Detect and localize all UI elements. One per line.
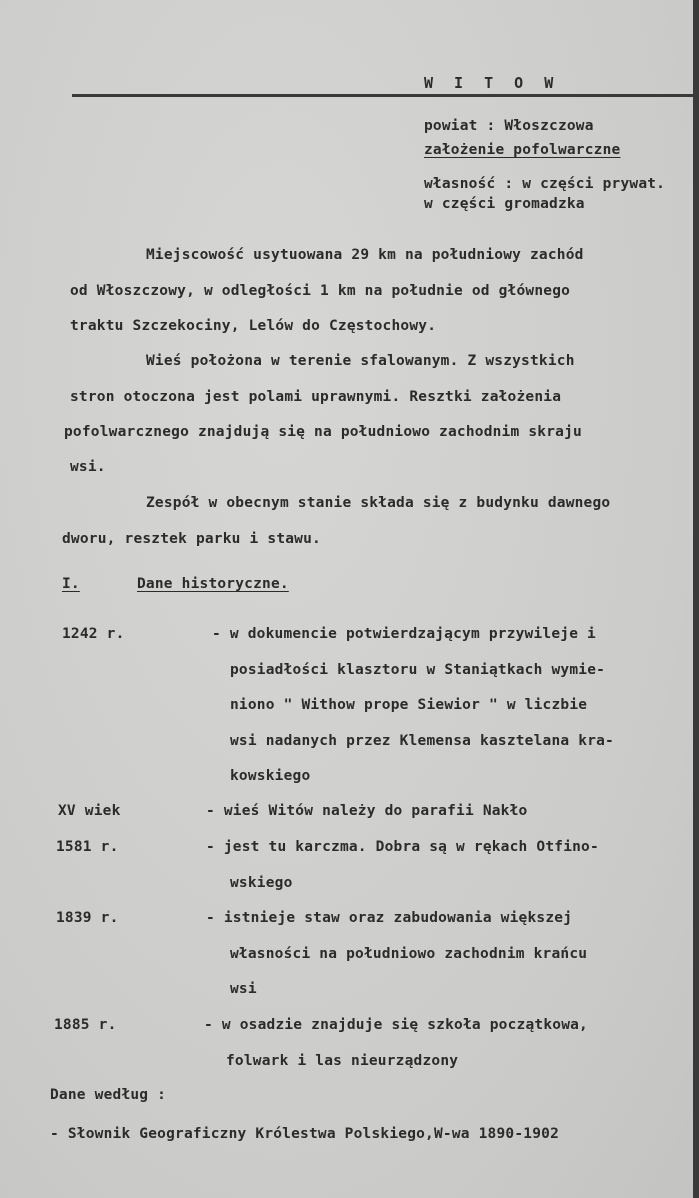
history-date: 1885 r. [54,1017,117,1033]
history-text: niono " Withow prope Siewior " w liczbie [230,697,588,713]
history-text: wsi [230,981,257,997]
header-powiat: powiat : Włoszczowa [424,118,594,134]
paragraph-line: wsi. [70,459,106,475]
history-text: wsi nadanych przez Klemensa kasztelana kra- [230,733,614,749]
history-date: 1581 r. [56,839,119,855]
history-text: kowskiego [230,768,311,784]
sources-label: Dane według : [50,1087,167,1103]
history-date: 1839 r. [56,910,119,926]
history-text: własności na południowo zachodnim krańcu [230,946,588,962]
paragraph-line: pofolwarcznego znajdują się na południowo zachodnim skraju [64,424,582,440]
paragraph-line: dworu, resztek parku i stawu. [62,531,321,547]
section-number: I. [62,576,80,592]
paragraph-line: stron otoczona jest polami uprawnymi. Resztki założenia [70,389,562,405]
page-edge-shadow [693,0,699,1198]
history-text: - w osadzie znajduje się szkoła początkowa, [204,1017,588,1033]
history-date: 1242 r. [62,626,125,642]
paragraph-line: od Włoszczowy, w odległości 1 km na południe od głównego [70,283,571,299]
history-text: - istnieje staw oraz zabudowania większej [206,910,573,926]
history-text: - w dokumencie potwierdzającym przywileje i [212,626,596,642]
title-rule [72,94,699,97]
history-text: posiadłości klasztoru w Staniątkach wymie- [230,662,606,678]
header-wlasnosc: własność : w części prywat. [424,176,666,192]
header-zalozenie: założenie pofolwarczne [424,142,621,158]
header-wlasnosc-cont: w części gromadzka [424,196,585,212]
source-item: - Słownik Geograficzny Królestwa Polskiego,W-wa 1890-1902 [50,1126,559,1142]
paragraph-line: traktu Szczekociny, Lelów do Częstochowy. [70,318,437,334]
document-title: W I T O W [424,74,560,92]
section-heading: Dane historyczne. [137,576,289,592]
history-date: XV wiek [58,803,121,819]
paragraph-line: Zespół w obecnym stanie składa się z budynku dawnego [146,495,611,511]
history-text: folwark i las nieurządzony [226,1053,459,1069]
paragraph-line: Wieś położona w terenie sfalowanym. Z wszystkich [146,353,575,369]
history-text: - wieś Witów należy do parafii Nakło [206,803,528,819]
history-text: wskiego [230,875,293,891]
paragraph-line: Miejscowość usytuowana 29 km na południowy zachód [146,247,584,263]
history-text: - jest tu karczma. Dobra są w rękach Otfino- [206,839,599,855]
